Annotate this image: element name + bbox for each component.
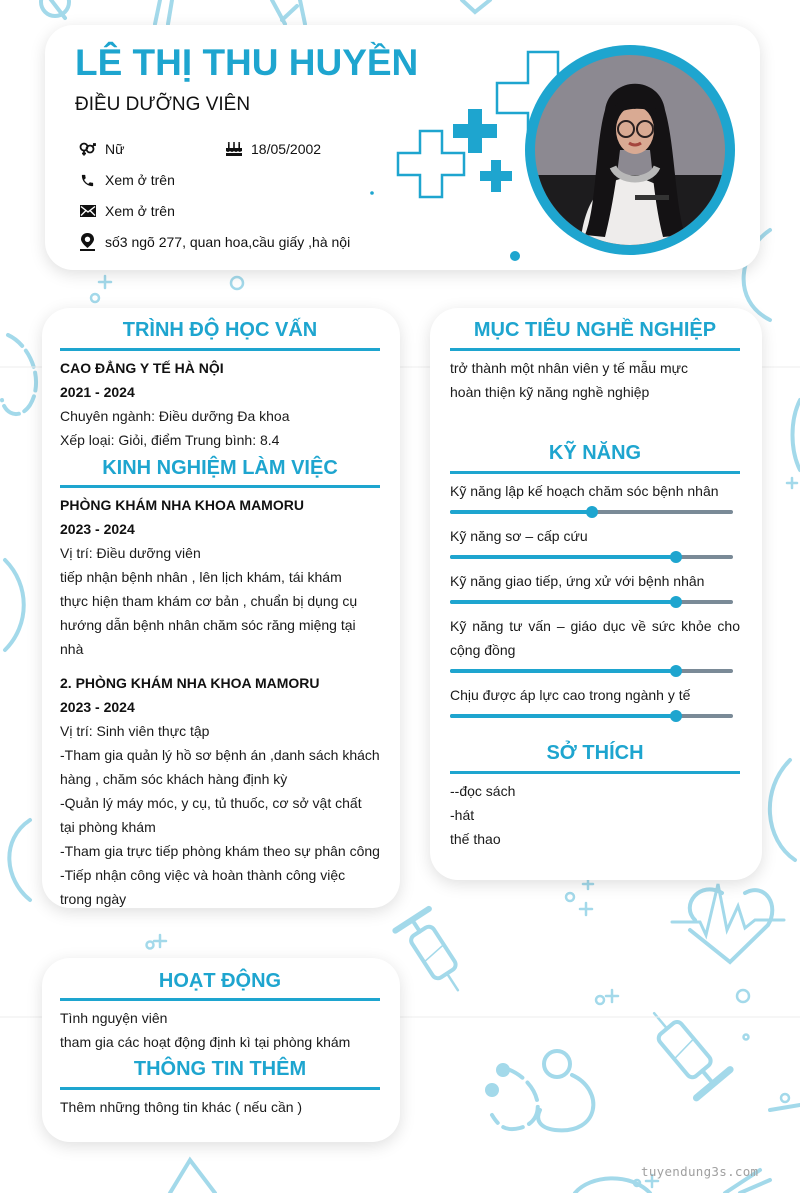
hobby-item: -hát — [450, 807, 475, 823]
skill-fill — [450, 600, 676, 604]
pattern-heart-icon — [462, 0, 490, 12]
education-school: CAO ĐẲNG Y TẾ HÀ NỘI — [60, 360, 224, 376]
skill-fill — [450, 510, 592, 514]
location-pin-icon — [79, 234, 96, 251]
address-value: số3 ngõ 277, quan hoa,cầu giấy ,hà nội — [105, 234, 351, 250]
email-value: Xem ở trên — [105, 203, 175, 219]
pattern-arc — [793, 400, 800, 470]
skill-knob — [586, 506, 598, 518]
skill-knob — [670, 551, 682, 563]
skill-fill — [450, 714, 676, 718]
skill-track — [450, 669, 733, 673]
job-detail: Vị trí: Sinh viên thực tập — [60, 723, 210, 739]
skill-fill — [450, 555, 676, 559]
job-company: PHÒNG KHÁM NHA KHOA MAMORU — [60, 497, 304, 513]
skill-knob — [670, 710, 682, 722]
skill-label: Kỹ năng sơ – cấp cứu — [450, 528, 588, 544]
skill-knob — [670, 596, 682, 608]
dob-row — [225, 140, 321, 158]
heading-underline — [60, 998, 380, 1001]
job-period: 2023 - 2024 — [60, 699, 135, 715]
dot — [370, 191, 374, 195]
birthday-cake-icon — [225, 141, 242, 158]
skill-label: Kỹ năng tư vấn – giáo dục về sức khỏe cho cộng đồng — [450, 618, 740, 658]
skill-track — [450, 714, 733, 718]
mail-icon — [79, 203, 96, 220]
filled-cross-icon — [480, 160, 512, 192]
skill-label: Kỹ năng giao tiếp, ứng xử với bệnh nhân — [450, 573, 705, 589]
activity-line: Tình nguyện viên — [60, 1010, 168, 1026]
pattern-arc — [770, 1105, 800, 1110]
skill-item — [450, 479, 740, 524]
pattern-arc — [5, 560, 24, 650]
additional-info-line: Thêm những thông tin khác ( nếu cần ) — [60, 1099, 303, 1115]
heading-underline — [450, 348, 740, 351]
heading-underline — [60, 485, 380, 488]
pattern-line — [155, 0, 160, 24]
skill-track — [450, 600, 733, 604]
hobby-item: thế thao — [450, 831, 501, 847]
profile-photo-image — [535, 55, 725, 245]
skills-list — [450, 479, 740, 728]
skill-track — [450, 510, 733, 514]
dot — [510, 251, 520, 261]
job-detail: thực hiện tham khám cơ bản , chuẩn bị dụng cụ — [60, 593, 358, 609]
job-detail: -Tiếp nhận công việc và hoàn thành công việc trong ngày — [60, 867, 346, 907]
heading-underline — [60, 348, 380, 351]
experience-item — [60, 671, 380, 911]
pattern-line — [168, 0, 172, 24]
profile-header-card — [45, 25, 760, 270]
heading-underline — [450, 471, 740, 474]
pattern-arc — [9, 820, 30, 900]
pattern-flask-icon — [272, 0, 305, 24]
skill-item — [450, 569, 740, 614]
skill-level-bar — [450, 662, 740, 683]
objective-line: hoàn thiện kỹ năng nghề nghiệp — [450, 384, 650, 400]
activities-card — [42, 958, 400, 1142]
job-detail: hướng dẫn bệnh nhân chăm sóc răng miệng tại nhà — [60, 617, 356, 657]
education-grade: Xếp loại: Giỏi, điểm Trung bình: 8.4 — [60, 432, 280, 448]
dob-value: 18/05/2002 — [251, 141, 322, 157]
job-detail: tiếp nhận bệnh nhân , lên lịch khám, tái khám — [60, 569, 342, 585]
phone-value: Xem ở trên — [105, 172, 175, 188]
job-company: 2. PHÒNG KHÁM NHA KHOA MAMORU — [60, 675, 320, 691]
experience-item — [60, 493, 380, 661]
skill-label: Chịu được áp lực cao trong ngành y tế — [450, 687, 691, 703]
pattern-syringe-icon — [637, 999, 730, 1098]
activities-heading: HOẠT ĐỘNG — [158, 970, 282, 992]
hobbies-heading: SỞ THÍCH — [546, 742, 644, 764]
pattern-arc — [770, 760, 795, 860]
watermark: tuyendung3s.com — [641, 1164, 759, 1179]
pattern-stethoscope-icon — [2, 335, 36, 414]
pattern-arc — [170, 1160, 215, 1193]
skill-level-bar — [450, 593, 740, 614]
skill-item — [450, 614, 740, 683]
gender-value: Nữ — [105, 141, 125, 157]
address-row — [79, 233, 350, 251]
phone-icon — [79, 172, 96, 189]
job-period: 2023 - 2024 — [60, 521, 135, 537]
education-experience-card — [42, 308, 400, 908]
skill-knob — [670, 665, 682, 677]
education-heading: TRÌNH ĐỘ HỌC VẤN — [122, 319, 318, 341]
skill-item — [450, 524, 740, 569]
job-title: ĐIỀU DƯỠNG VIÊN — [75, 94, 251, 115]
pattern-heart-pulse-icon — [672, 884, 784, 962]
filled-cross-icon — [453, 109, 497, 153]
heading-underline — [450, 771, 740, 774]
skill-item — [450, 683, 740, 728]
outline-cross-icon — [398, 131, 464, 197]
gender-icon — [79, 141, 96, 158]
email-row — [79, 202, 175, 220]
candidate-name: LÊ THỊ THU HUYỀN — [75, 42, 419, 83]
experience-heading: KINH NGHIỆM LÀM VIỆC — [102, 457, 338, 479]
heading-underline — [60, 1087, 380, 1090]
activity-line: tham gia các hoạt động định kì tại phòng khám — [60, 1034, 351, 1050]
job-detail: -Tham gia quản lý hồ sơ bệnh án ,danh sách khách hàng , chăm sóc khách hàng định kỳ — [60, 747, 380, 787]
phone-row — [79, 171, 175, 189]
pattern-stethoscope-icon — [487, 1051, 593, 1130]
skill-label: Kỹ năng lập kế hoạch chăm sóc bệnh nhân — [450, 483, 719, 499]
skills-heading: KỸ NĂNG — [548, 442, 642, 464]
job-detail: Vị trí: Điều dưỡng viên — [60, 545, 201, 561]
additional-info-heading: THÔNG TIN THÊM — [133, 1058, 307, 1080]
profile-photo — [525, 45, 735, 255]
skill-level-bar — [450, 548, 740, 569]
skill-level-bar — [450, 707, 740, 728]
skill-track — [450, 555, 733, 559]
pattern-syringe-icon — [395, 909, 474, 1001]
hobby-item: --đọc sách — [450, 783, 516, 799]
job-detail: -Tham gia trực tiếp phòng khám theo sự phân công — [60, 843, 380, 859]
objective-line: trở thành một nhân viên y tế mẫu mực — [450, 360, 688, 376]
objective-skills-card — [430, 308, 762, 880]
skill-fill — [450, 669, 676, 673]
gender-row — [79, 140, 124, 158]
education-period: 2021 - 2024 — [60, 384, 135, 400]
skill-level-bar — [450, 503, 740, 524]
education-major: Chuyên ngành: Điều dưỡng Đa khoa — [60, 408, 290, 424]
objective-heading: MỤC TIÊU NGHỀ NGHIỆP — [473, 319, 717, 341]
job-detail: -Quản lý máy móc, y cụ, tủ thuốc, cơ sở vật chất tại phòng khám — [60, 795, 362, 835]
